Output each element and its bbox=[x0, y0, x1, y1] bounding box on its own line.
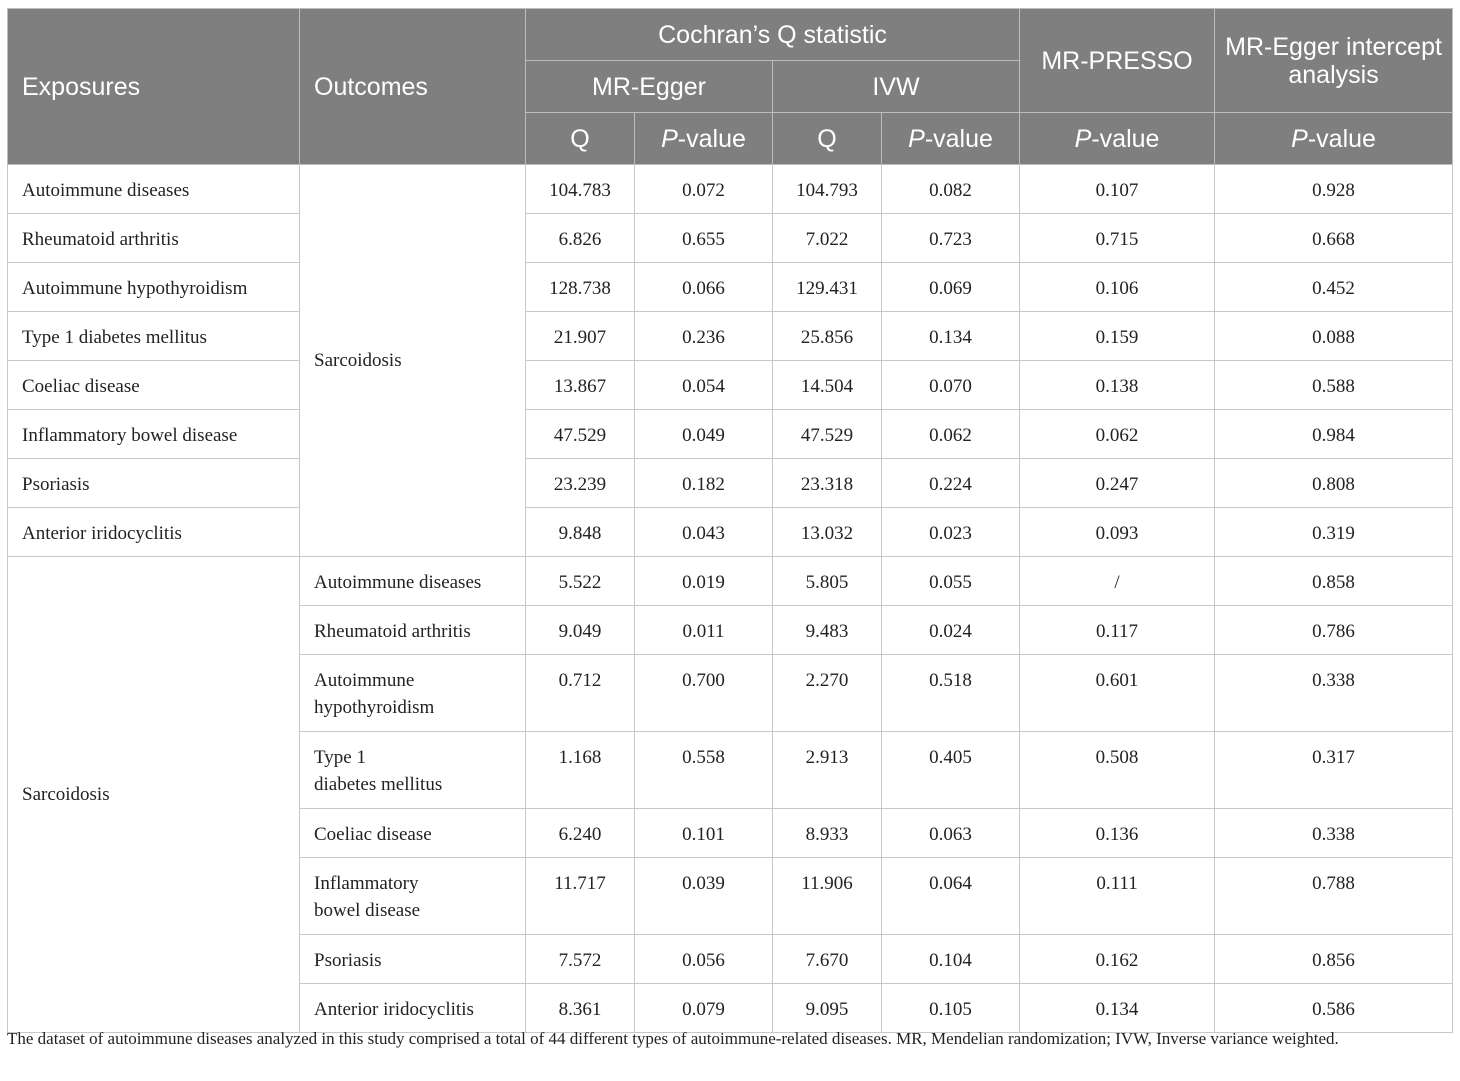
egger-p-cell: 0.049 bbox=[635, 410, 773, 459]
ivw-q-cell: 14.504 bbox=[773, 361, 882, 410]
intercept-p-cell: 0.668 bbox=[1215, 214, 1453, 263]
presso-p-cell: 0.136 bbox=[1020, 809, 1215, 858]
egger-q-cell: 8.361 bbox=[526, 984, 635, 1033]
egger-p-cell: 0.011 bbox=[635, 606, 773, 655]
egger-p-cell: 0.236 bbox=[635, 312, 773, 361]
exposure-cell: Inflammatory bowel disease bbox=[8, 410, 300, 459]
header-egger-intercept: MR-Egger intercept analysis bbox=[1215, 9, 1453, 113]
p-letter: P bbox=[1291, 124, 1308, 153]
ivw-p-cell: 0.405 bbox=[882, 732, 1020, 809]
presso-p-cell: 0.107 bbox=[1020, 165, 1215, 214]
outcome-cell bbox=[300, 732, 526, 809]
egger-p-cell: 0.079 bbox=[635, 984, 773, 1033]
ivw-q-cell: 11.906 bbox=[773, 858, 882, 935]
exposure-sarcoidosis-cell: Sarcoidosis bbox=[8, 557, 300, 1033]
ivw-q-cell: 23.318 bbox=[773, 459, 882, 508]
egger-p-cell: 0.043 bbox=[635, 508, 773, 557]
egger-q-cell: 11.717 bbox=[526, 858, 635, 935]
egger-q-cell: 6.826 bbox=[526, 214, 635, 263]
ivw-p-cell: 0.062 bbox=[882, 410, 1020, 459]
egger-p-cell: 0.182 bbox=[635, 459, 773, 508]
p-suffix: -value bbox=[677, 124, 746, 153]
outcome-line-1: Autoimmune bbox=[314, 670, 415, 691]
egger-q-cell: 9.049 bbox=[526, 606, 635, 655]
egger-q-cell: 0.712 bbox=[526, 655, 635, 732]
outcome-line-2: bowel disease bbox=[314, 900, 421, 921]
ivw-p-cell: 0.082 bbox=[882, 165, 1020, 214]
intercept-p-cell: 0.338 bbox=[1215, 655, 1453, 732]
egger-p-cell: 0.072 bbox=[635, 165, 773, 214]
header-mr-egger: MR-Egger bbox=[526, 61, 773, 113]
exposure-cell: Coeliac disease bbox=[8, 361, 300, 410]
ivw-q-cell: 104.793 bbox=[773, 165, 882, 214]
outcome-cell bbox=[300, 809, 526, 858]
table-row bbox=[8, 165, 1453, 214]
header-presso-p bbox=[1020, 113, 1215, 165]
intercept-p-cell: 0.338 bbox=[1215, 809, 1453, 858]
header-egger-q: Q bbox=[526, 113, 635, 165]
intercept-p-cell: 0.586 bbox=[1215, 984, 1453, 1033]
outcome-line-2: diabetes mellitus bbox=[314, 774, 443, 795]
ivw-p-cell: 0.105 bbox=[882, 984, 1020, 1033]
table-footnote: The dataset of autoimmune diseases analyzed in this study comprised a total of 44 different types of autoimmune-related diseases. MR, Mendelian randomization; IVW, Inverse variance weighted. bbox=[7, 1029, 1339, 1048]
presso-p-cell: 0.601 bbox=[1020, 655, 1215, 732]
p-suffix: -value bbox=[1307, 124, 1376, 153]
table-row bbox=[8, 508, 1453, 557]
presso-p-cell: 0.093 bbox=[1020, 508, 1215, 557]
header-ivw-p bbox=[882, 113, 1020, 165]
outcome-line-1: Anterior iridocyclitis bbox=[314, 999, 474, 1020]
outcome-cell bbox=[300, 655, 526, 732]
intercept-p-cell: 0.088 bbox=[1215, 312, 1453, 361]
ivw-p-cell: 0.518 bbox=[882, 655, 1020, 732]
header-ivw: IVW bbox=[773, 61, 1020, 113]
egger-p-cell: 0.019 bbox=[635, 557, 773, 606]
outcome-line-1: Type 1 bbox=[314, 747, 366, 768]
presso-p-cell: 0.111 bbox=[1020, 858, 1215, 935]
table-row bbox=[8, 410, 1453, 459]
presso-p-cell: 0.138 bbox=[1020, 361, 1215, 410]
ivw-q-cell: 25.856 bbox=[773, 312, 882, 361]
presso-p-cell: 0.247 bbox=[1020, 459, 1215, 508]
exposure-cell: Autoimmune hypothyroidism bbox=[8, 263, 300, 312]
ivw-q-cell: 2.270 bbox=[773, 655, 882, 732]
egger-p-cell: 0.066 bbox=[635, 263, 773, 312]
intercept-p-cell: 0.452 bbox=[1215, 263, 1453, 312]
ivw-p-cell: 0.069 bbox=[882, 263, 1020, 312]
outcome-cell bbox=[300, 606, 526, 655]
presso-p-cell: 0.159 bbox=[1020, 312, 1215, 361]
intercept-p-cell: 0.928 bbox=[1215, 165, 1453, 214]
results-table-container bbox=[7, 8, 1452, 1033]
header-cochran-q: Cochran’s Q statistic bbox=[526, 9, 1020, 61]
outcome-sarcoidosis-cell: Sarcoidosis bbox=[300, 165, 526, 557]
ivw-p-cell: 0.023 bbox=[882, 508, 1020, 557]
table-row bbox=[8, 312, 1453, 361]
p-letter: P bbox=[661, 124, 678, 153]
egger-q-cell: 6.240 bbox=[526, 809, 635, 858]
header-egger-p bbox=[635, 113, 773, 165]
egger-p-cell: 0.700 bbox=[635, 655, 773, 732]
p-suffix: -value bbox=[924, 124, 993, 153]
outcome-cell bbox=[300, 557, 526, 606]
ivw-q-cell: 7.670 bbox=[773, 935, 882, 984]
ivw-q-cell: 2.913 bbox=[773, 732, 882, 809]
intercept-p-cell: 0.319 bbox=[1215, 508, 1453, 557]
presso-p-cell: 0.117 bbox=[1020, 606, 1215, 655]
egger-q-cell: 47.529 bbox=[526, 410, 635, 459]
ivw-p-cell: 0.224 bbox=[882, 459, 1020, 508]
presso-p-cell: 0.162 bbox=[1020, 935, 1215, 984]
presso-p-cell: 0.062 bbox=[1020, 410, 1215, 459]
outcome-line-1: Psoriasis bbox=[314, 950, 382, 971]
ivw-q-cell: 8.933 bbox=[773, 809, 882, 858]
ivw-p-cell: 0.024 bbox=[882, 606, 1020, 655]
header-outcomes: Outcomes bbox=[300, 9, 526, 165]
ivw-q-cell: 7.022 bbox=[773, 214, 882, 263]
outcome-line-1: Rheumatoid arthritis bbox=[314, 621, 471, 642]
table-header bbox=[8, 9, 1453, 165]
ivw-p-cell: 0.055 bbox=[882, 557, 1020, 606]
ivw-p-cell: 0.063 bbox=[882, 809, 1020, 858]
table-row bbox=[8, 263, 1453, 312]
table-row bbox=[8, 557, 1453, 606]
egger-p-cell: 0.054 bbox=[635, 361, 773, 410]
exposure-cell: Type 1 diabetes mellitus bbox=[8, 312, 300, 361]
presso-p-cell: 0.134 bbox=[1020, 984, 1215, 1033]
exposure-cell: Autoimmune diseases bbox=[8, 165, 300, 214]
table-body bbox=[8, 165, 1453, 1033]
egger-p-cell: 0.056 bbox=[635, 935, 773, 984]
intercept-p-cell: 0.786 bbox=[1215, 606, 1453, 655]
table-row bbox=[8, 459, 1453, 508]
presso-p-cell: / bbox=[1020, 557, 1215, 606]
intercept-p-cell: 0.808 bbox=[1215, 459, 1453, 508]
ivw-p-cell: 0.070 bbox=[882, 361, 1020, 410]
egger-q-cell: 9.848 bbox=[526, 508, 635, 557]
intercept-p-cell: 0.984 bbox=[1215, 410, 1453, 459]
ivw-q-cell: 9.483 bbox=[773, 606, 882, 655]
egger-q-cell: 128.738 bbox=[526, 263, 635, 312]
exposure-cell: Psoriasis bbox=[8, 459, 300, 508]
presso-p-cell: 0.106 bbox=[1020, 263, 1215, 312]
ivw-p-cell: 0.134 bbox=[882, 312, 1020, 361]
exposure-cell: Anterior iridocyclitis bbox=[8, 508, 300, 557]
exposure-cell: Rheumatoid arthritis bbox=[8, 214, 300, 263]
intercept-p-cell: 0.858 bbox=[1215, 557, 1453, 606]
intercept-p-cell: 0.317 bbox=[1215, 732, 1453, 809]
outcome-line-1: Autoimmune diseases bbox=[314, 572, 482, 593]
egger-q-cell: 7.572 bbox=[526, 935, 635, 984]
header-intercept-p bbox=[1215, 113, 1453, 165]
p-letter: P bbox=[1074, 124, 1092, 153]
ivw-p-cell: 0.723 bbox=[882, 214, 1020, 263]
egger-p-cell: 0.655 bbox=[635, 214, 773, 263]
ivw-q-cell: 13.032 bbox=[773, 508, 882, 557]
outcome-line-1: Coeliac disease bbox=[314, 824, 432, 845]
header-ivw-q: Q bbox=[773, 113, 882, 165]
egger-q-cell: 23.239 bbox=[526, 459, 635, 508]
ivw-q-cell: 5.805 bbox=[773, 557, 882, 606]
p-letter: P bbox=[908, 124, 925, 153]
ivw-q-cell: 129.431 bbox=[773, 263, 882, 312]
intercept-p-cell: 0.856 bbox=[1215, 935, 1453, 984]
egger-q-cell: 21.907 bbox=[526, 312, 635, 361]
presso-p-cell: 0.715 bbox=[1020, 214, 1215, 263]
presso-p-cell: 0.508 bbox=[1020, 732, 1215, 809]
intercept-p-cell: 0.788 bbox=[1215, 858, 1453, 935]
intercept-p-cell: 0.588 bbox=[1215, 361, 1453, 410]
outcome-line-1: Inflammatory bbox=[314, 873, 419, 894]
header-exposures: Exposures bbox=[8, 9, 300, 165]
outcome-cell bbox=[300, 858, 526, 935]
outcome-cell bbox=[300, 935, 526, 984]
ivw-q-cell: 47.529 bbox=[773, 410, 882, 459]
table-row bbox=[8, 214, 1453, 263]
ivw-p-cell: 0.104 bbox=[882, 935, 1020, 984]
egger-p-cell: 0.039 bbox=[635, 858, 773, 935]
egger-q-cell: 104.783 bbox=[526, 165, 635, 214]
ivw-p-cell: 0.064 bbox=[882, 858, 1020, 935]
table-row bbox=[8, 361, 1453, 410]
outcome-line-2: hypothyroidism bbox=[314, 697, 435, 718]
egger-q-cell: 13.867 bbox=[526, 361, 635, 410]
egger-p-cell: 0.101 bbox=[635, 809, 773, 858]
ivw-q-cell: 9.095 bbox=[773, 984, 882, 1033]
sensitivity-analysis-table bbox=[7, 8, 1453, 1033]
header-mr-presso: MR-PRESSO bbox=[1020, 9, 1215, 113]
egger-p-cell: 0.558 bbox=[635, 732, 773, 809]
egger-q-cell: 1.168 bbox=[526, 732, 635, 809]
egger-q-cell: 5.522 bbox=[526, 557, 635, 606]
p-suffix: -value bbox=[1091, 124, 1160, 153]
